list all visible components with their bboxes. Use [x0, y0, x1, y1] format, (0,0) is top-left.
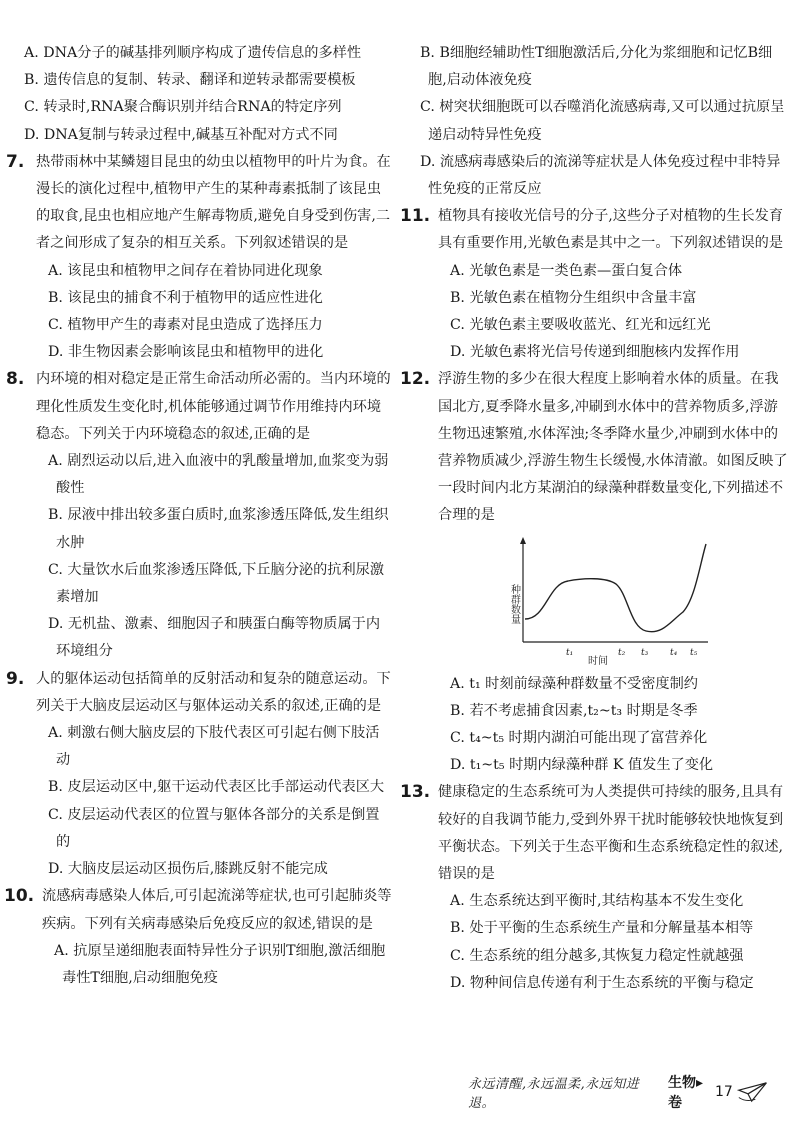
question-12 — [400, 366, 788, 779]
tick-t3: t₃ — [641, 647, 649, 658]
question-11 — [400, 203, 788, 366]
q12-option-c: C. t₄~t₅ 时期内湖泊可能出现了富营养化 — [450, 730, 708, 747]
q12-option-a: A. t₁ 时刻前绿藻种群数量不受密度制约 — [450, 675, 698, 692]
q8-option-c: C. 大量饮水后血浆渗透压降低,下丘脑分泌的抗利尿激素增加 — [48, 561, 385, 606]
tick-t4: t₄ — [670, 647, 678, 658]
q13-option-b: B. 处于平衡的生态系统生产量和分解量基本相等 — [450, 920, 754, 937]
q10-option-d: D. 流感病毒感染后的流涕等症状是人体免疫过程中非特异性免疫的正常反应 — [420, 153, 781, 198]
q7-option-c: C. 植物甲产生的毒素对昆虫造成了选择压力 — [48, 317, 323, 334]
q6-option-d: D. DNA复制与转录过程中,碱基互补配对方式不同 — [24, 126, 338, 143]
question-8 — [6, 366, 392, 665]
q12-option-b: B. 若不考虑捕食因素,t₂~t₃ 时期是冬季 — [450, 702, 698, 719]
footer-subject: 生物▸卷 — [667, 1075, 703, 1111]
q9-stem: 人的躯体运动包括简单的反射活动和复杂的随意运动。下列关于大脑皮层运动区与躯体运动关系的叙述,正确的是 — [36, 670, 391, 714]
q6-options — [12, 40, 392, 149]
q12-option-d: D. t₁~t₅ 时期内绿藻种群 K 值发生了变化 — [450, 757, 714, 774]
q7-option-b: B. 该昆虫的捕食不利于植物甲的适应性进化 — [48, 289, 323, 306]
q10-options-continued — [408, 40, 788, 203]
q11-number: 11. — [400, 206, 431, 227]
question-7 — [6, 149, 392, 367]
q8-option-a: A. 剧烈运动以后,进入血液中的乳酸量增加,血浆变为弱酸性 — [48, 453, 389, 497]
page-number: 17 — [714, 1084, 733, 1100]
q11-option-c: C. 光敏色素主要吸收蓝光、红光和远红光 — [450, 317, 711, 334]
q11-option-b: B. 光敏色素在植物分生组织中含量丰富 — [450, 289, 697, 306]
left-column — [4, 40, 392, 992]
q10-option-c: C. 树突状细胞既可以吞噬消化流感病毒,又可以通过抗原呈递启动特异性免疫 — [420, 99, 785, 143]
q13-stem: 健康稳定的生态系统可为人类提供可持续的服务,且具有较好的自我调节能力,受到外界干扰时能够较快地恢复到平衡状态。下列关于生态平衡和生态系统稳定性的叙述,错误的是 — [438, 784, 784, 883]
tick-t2: t₂ — [618, 647, 626, 658]
q10-option-b: B. B细胞经辅助性T细胞激活后,分化为浆细胞和记忆B细胞,启动体液免疫 — [420, 45, 773, 89]
q6-option-b: B. 遗传信息的复制、转录、翻译和逆转录都需要模板 — [24, 72, 356, 89]
q7-option-a: A. 该昆虫和植物甲之间存在着协同进化现象 — [48, 262, 323, 279]
footer-motto: 永远清醒,永远温柔,永远知进退。 — [468, 1077, 640, 1111]
right-column — [400, 40, 788, 997]
q8-stem: 内环境的相对稳定是正常生命活动所必需的。当内环境的理化性质发生变化时,机体能够通过调节作用维持内环境稳态。下列关于内环境稳态的叙述,正确的是 — [36, 371, 391, 442]
y-axis-label: 种群数量 — [508, 583, 520, 624]
q12-number: 12. — [400, 369, 431, 390]
q13-option-a: A. 生态系统达到平衡时,其结构基本不发生变化 — [450, 893, 744, 910]
tick-t5: t₅ — [690, 647, 698, 658]
paper-plane-icon — [737, 1080, 768, 1104]
population-chart — [438, 534, 800, 669]
q7-number: 7. — [6, 151, 25, 172]
q7-stem: 热带雨林中某鳞翅目昆虫的幼虫以植物甲的叶片为食。在漫长的演化过程中,植物甲产生的某种毒素抵制了该昆虫的取食,昆虫也相应地产生解毒物质,避免自身受到伤害,二者之间形成了复杂的相互关系。下列叙述错误的是 — [36, 153, 391, 252]
q10-stem: 流感病毒感染人体后,可引起流涕等症状,也可引起肺炎等疾病。下列有关病毒感染后免疫反应的叙述,错误的是 — [42, 888, 392, 932]
q13-option-c: C. 生态系统的组分越多,其恢复力稳定性就越强 — [450, 947, 744, 964]
q12-stem: 浮游生物的多少在很大程度上影响着水体的质量。在我国北方,夏季降水量多,冲刷到水体中的营养物质多,浮游生物迅速繁殖,水体浑浊;冬季降水量少,冲刷到水体中的营养物质减少,浮游生物生长缓慢,水体清澈。如图反映了一段时间内北方某湖泊的绿藻种群数量变化,下列描述不合理的是 — [438, 371, 788, 524]
q11-option-a: A. 光敏色素是一类色素—蛋白复合体 — [450, 262, 683, 279]
q7-option-d: D. 非生物因素会影响该昆虫和植物甲的进化 — [48, 344, 324, 361]
q9-option-b: B. 皮层运动区中,躯干运动代表区比手部运动代表区大 — [48, 779, 385, 796]
q9-option-d: D. 大脑皮层运动区损伤后,膝跳反射不能完成 — [48, 861, 328, 878]
question-10 — [4, 883, 392, 992]
q11-stem: 植物具有接收光信号的分子,这些分子对植物的生长发育具有重要作用,光敏色素是其中之一。下列叙述错误的是 — [438, 208, 784, 252]
q9-number: 9. — [6, 668, 25, 689]
q6-option-a: A. DNA分子的碱基排列顺序构成了遗传信息的多样性 — [24, 45, 362, 61]
q6-option-c: C. 转录时,RNA聚合酶识别并结合RNA的特定序列 — [24, 99, 342, 116]
question-13 — [400, 779, 788, 997]
q10-option-a: A. 抗原呈递细胞表面特异性分子识别T细胞,激活细胞毒性T细胞,启动细胞免疫 — [54, 942, 386, 986]
question-9 — [6, 666, 392, 884]
q8-option-d: D. 无机盐、激素、细胞因子和胰蛋白酶等物质属于内环境组分 — [48, 616, 381, 660]
page-footer — [468, 1075, 768, 1111]
q13-option-d: D. 物种间信息传递有利于生态系统的平衡与稳定 — [450, 974, 754, 991]
y-axis-arrow — [520, 537, 526, 544]
q13-number: 13. — [400, 782, 431, 803]
population-chart-svg — [438, 534, 788, 669]
q8-number: 8. — [6, 369, 25, 390]
tick-t1: t₁ — [566, 647, 574, 658]
q11-option-d: D. 光敏色素将光信号传递到细胞核内发挥作用 — [450, 344, 740, 361]
q9-option-a: A. 刺激右侧大脑皮层的下肢代表区可引起右侧下肢活动 — [48, 725, 380, 769]
q8-option-b: B. 尿液中排出较多蛋白质时,血浆渗透压降低,发生组织水肿 — [48, 507, 389, 551]
population-curve — [525, 544, 706, 632]
q10-number: 10. — [4, 886, 35, 907]
x-axis-label: 时间 — [588, 655, 608, 667]
q9-option-c: C. 皮层运动代表区的位置与躯体各部分的关系是倒置的 — [48, 806, 380, 850]
